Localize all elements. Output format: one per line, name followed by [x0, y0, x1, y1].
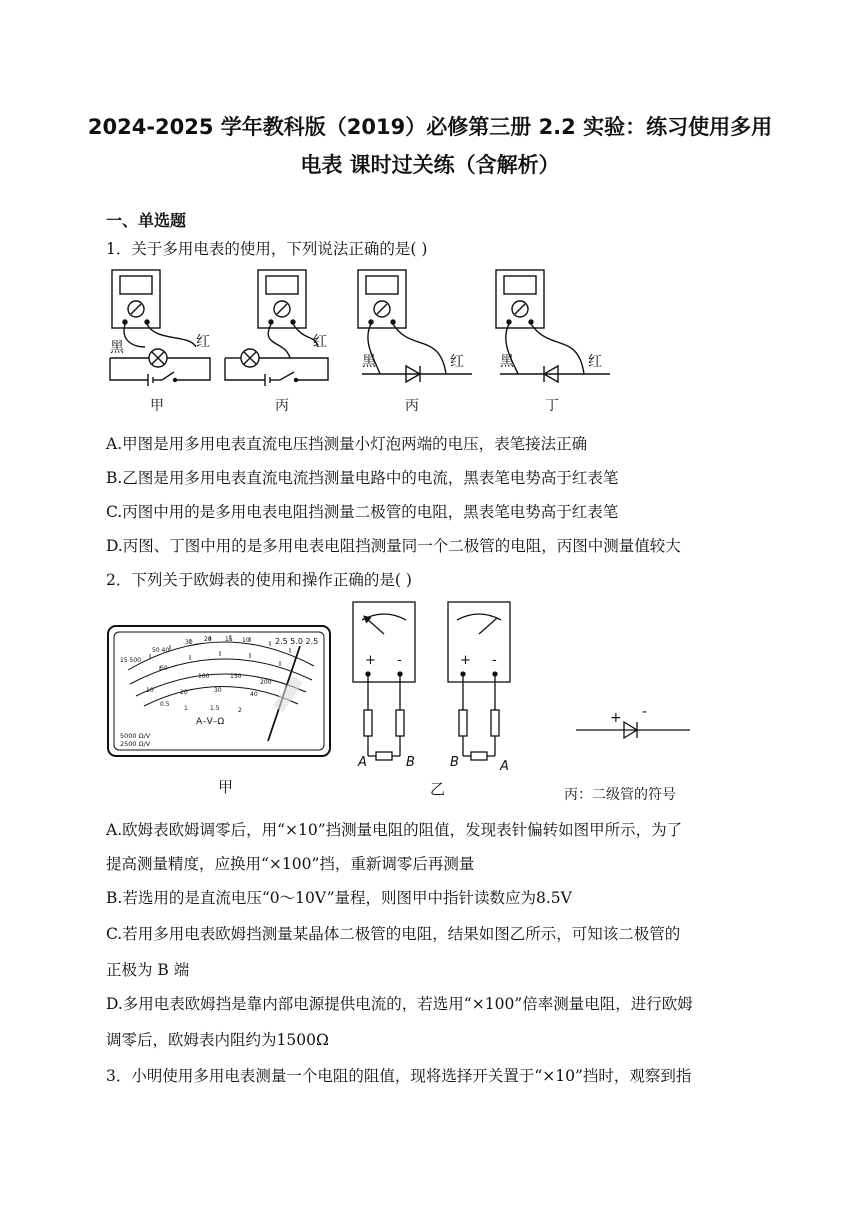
svg-text:100: 100	[198, 673, 210, 680]
title-line-1: 2024-2025 学年教科版（2019）必修第三册 2.2 实验：练习使用多用	[87, 115, 773, 139]
caption-bing: 丙：二级管的符号	[564, 787, 676, 803]
q2-option-b: B.若选用的是直流电压“0～10V”量程，则图甲中指针读数应为8.5V	[106, 889, 572, 907]
caption-jia: 甲	[218, 778, 234, 796]
q2-option-d-line2: 调零后，欧姆表内阻约为1500Ω	[106, 1031, 329, 1049]
terminal-a: A	[358, 755, 367, 770]
title-line-2: 电表 课时过关练（含解析）	[300, 153, 560, 177]
page-title	[60, 108, 800, 184]
fig-label-jia: 甲	[150, 398, 164, 414]
fig-label-ding: 丁	[545, 398, 559, 414]
svg-text:2: 2	[238, 707, 242, 714]
plus-sign: +	[365, 653, 376, 668]
q2-option-d-line1: D.多用电表欧姆挡是靠内部电源提供电流的，若选用“×100”倍率测量电阻，进行欧姆	[106, 995, 693, 1013]
minus-sign: -	[492, 653, 497, 668]
svg-text:10: 10	[242, 637, 250, 644]
q1-option-c: C.丙图中用的是多用电表电阻挡测量二极管的电阻，黑表笔电势高于红表笔	[106, 503, 619, 521]
q1-option-d: D.丙图、丁图中用的是多用电表电阻挡测量同一个二极管的电阻，丙图中测量值较大	[106, 537, 681, 555]
terminal-b: B	[406, 755, 415, 770]
q1-figure	[100, 262, 620, 422]
svg-text:15: 15	[225, 636, 233, 643]
red-label: 红	[588, 354, 602, 370]
diode-symbol	[576, 722, 690, 738]
dial-avo-label: A–V–Ω	[196, 717, 225, 727]
diode-minus: -	[642, 704, 648, 720]
fig-label-bing-2: 丙	[405, 398, 419, 414]
multimeter-jia	[112, 270, 160, 328]
black-label: 黑	[110, 340, 124, 356]
svg-text:10: 10	[146, 687, 154, 694]
plus-sign: +	[460, 653, 471, 668]
q2-option-a-line1: A.欧姆表欧姆调零后，用“×10”挡测量电阻的阻值，发现表针偏转如图甲所示，为了	[106, 821, 683, 839]
ohmmeter-yi	[353, 602, 510, 760]
svg-text:150: 150	[230, 673, 242, 680]
q2-option-c-line2: 正极为 B 端	[106, 961, 190, 979]
svg-text:50 40: 50 40	[152, 647, 170, 654]
q3-stem: 3．小明使用多用电表测量一个电阻的阻值，现将选择开关置于“×10”挡时，观察到指	[106, 1067, 692, 1085]
dial-top-scale: 2.5 5.0 2.5	[275, 637, 319, 646]
terminal-b: B	[450, 755, 459, 770]
svg-text:40: 40	[250, 691, 258, 698]
diode-plus: +	[610, 710, 622, 726]
svg-text:20: 20	[204, 636, 212, 643]
ohmmeter-dial-jia	[108, 626, 330, 756]
q2-option-a-line2: 提高测量精度，应换用“×100”挡，重新调零后再测量	[106, 855, 475, 873]
svg-text:30: 30	[214, 687, 222, 694]
black-label: 黑	[500, 354, 514, 370]
svg-text:30: 30	[185, 639, 193, 646]
svg-text:1: 1	[184, 705, 188, 712]
svg-text:200: 200	[260, 679, 272, 686]
svg-text:20: 20	[180, 689, 188, 696]
q1-stem: 1．关于多用电表的使用，下列说法正确的是( )	[106, 240, 428, 258]
svg-text:15 500: 15 500	[120, 657, 141, 664]
red-label: 红	[196, 334, 210, 350]
q2-option-c-line1: C.若用多用电表欧姆挡测量某晶体二极管的电阻，结果如图乙所示，可知该二极管的	[106, 925, 681, 943]
section-heading: 一、单选题	[106, 211, 187, 230]
terminal-a: A	[500, 759, 509, 774]
q2-stem: 2．下列关于欧姆表的使用和操作正确的是( )	[106, 571, 412, 589]
fig-label-bing-1: 丙	[275, 398, 289, 414]
q1-option-a: A.甲图是用多用电表直流电压挡测量小灯泡两端的电压，表笔接法正确	[106, 435, 588, 453]
minus-sign: -	[397, 653, 402, 668]
q2-figure	[100, 596, 720, 808]
svg-text:1.5: 1.5	[210, 705, 220, 712]
red-label: 红	[450, 354, 464, 370]
dial-ohm-per-volt-1: 5000 Ω/V	[120, 732, 151, 740]
red-label: 红	[313, 334, 327, 350]
caption-yi: 乙	[430, 780, 446, 798]
q1-option-b: B.乙图是用多用电表直流电流挡测量电路中的电流，黑表笔电势高于红表笔	[106, 469, 619, 487]
dial-ohm-per-volt-2: 2500 Ω/V	[120, 740, 151, 748]
svg-text:0.5: 0.5	[160, 701, 170, 708]
svg-text:50: 50	[160, 665, 168, 672]
black-label: 黑	[362, 354, 376, 370]
